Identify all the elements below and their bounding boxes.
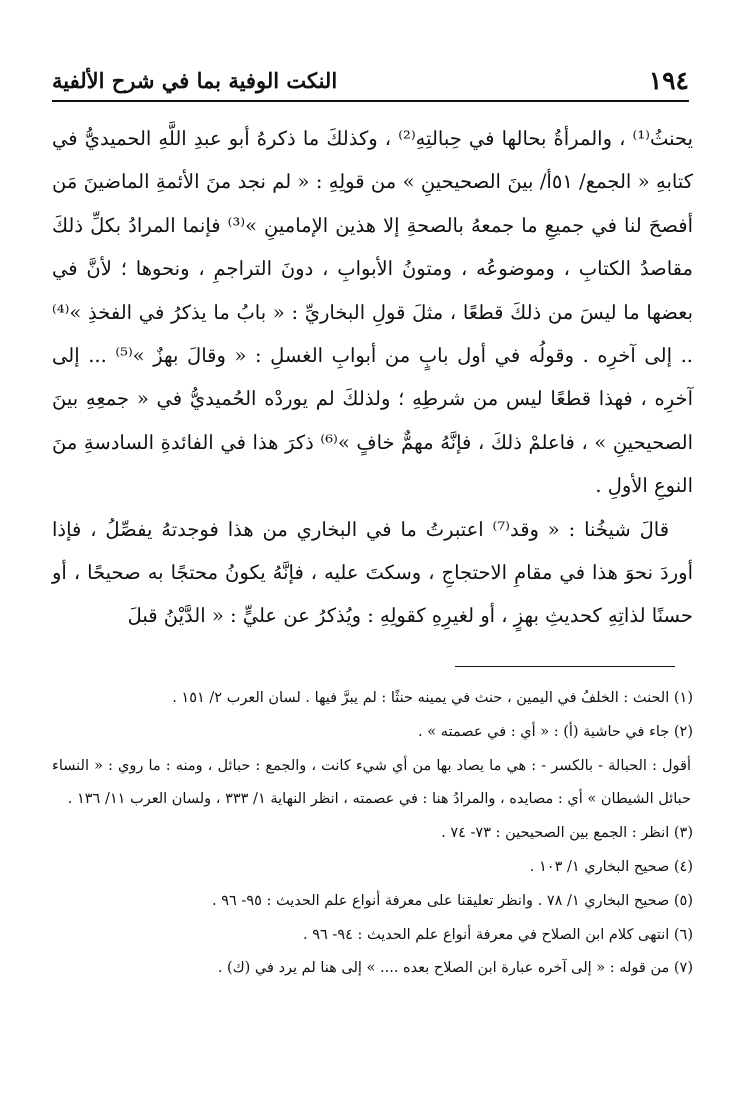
paragraph: قالَ شيخُنا : « وقد⁽⁷⁾ اعتبرتُ ما في البخاري من هذا فوجدتهُ يفصِّلُ ، فإذا أوردَ نحوَ هذا في مقامِ الاحتجاجِ ، وسكتَ عليه ، فإنَّهُ يكونُ محتجًا به صحيحًا ، أو حسنًا لذاتِهِ كحديثِ بهزٍ ، أو لغيرِهِ كقولِهِ : ويُذكرُ عن عليٍّ : « الدَّيْنُ قبلَ [52,517,693,628]
footnote: (٤) صحيح البخاري ١/ ١٠٣ . [529,858,693,875]
footnote: (٣) انظر : الجمع بين الصحيحين : ٧٣- ٧٤ . [441,825,693,842]
footnote: (٢) جاء في حاشية (أ) : « أي : في عصمته » . [418,723,693,740]
footnote: (٧) من قوله : « إلى آخره عبارة ابن الصلاح بعده .... » إلى هنا لم يرد في (ك) . [217,960,693,977]
footnote: (٥) صحيح البخاري ١/ ٧٨ . وانظر تعليقنا على معرفة أنواع علم الحديث : ٩٥- ٩٦ . [212,892,693,909]
paragraph: يحنثُ⁽¹⁾ ، والمرأةُ بحالها في حِبالتِهِ⁽²⁾ ، وكذلكَ ما ذكرهُ أبو عبدِ اللَّهِ الحميديُّ في كتابهِ « الجمع/ ٥١أ/ بينَ الصحيحينِ » من قولِهِ : « لم نجد منَ الأئمةِ الماضينَ مَن أفصحَ لنا في جميعِ ما جمعهُ بالصحةِ إلا هذين الإمامينِ »⁽³⁾ فإنما المرادُ بكلِّ ذلكَ مقاصدُ الكتابِ ، وموضوعُه ، ومتونُ الأبوابِ ، دونَ التراجمِ ، ونحوها ؛ لأنَّ في بعضها ما ليسَ من ذلكَ قطعًا ، مثلَ قولِ البخاريِّ : « بابُ ما يذكرُ في الفخذِ »⁽⁴⁾ .. إلى آخرِه . وقولُه في أول بابٍ من أبوابِ الغسلِ : « وقالَ بهزٌ »⁽⁵⁾ ... إلى آخرِه ، فهذا قطعًا ليس من شرطِهِ ؛ ولذلكَ لم يوردْه الحُميديُّ في « جمعِهِ بينَ الصحيحينِ » ، فاعلمْ ذلكَ ، فإنَّهُ مهمٌّ خافٍ »⁽⁶⁾ ذكرَ هذا في الفائدةِ السادسةِ منَ النوعِ الأولِ . [52,127,694,498]
main-text [52,117,693,638]
page-header [52,56,689,102]
footnote: (١) الحنث : الخلفُ في اليمين ، حنث في يمينه حنثًا : لم يبرَّ فيها . لسان العرب ٢/ ١٥١ . [172,690,693,706]
footnote: (٦) انتهى كلام ابن الصلاح في معرفة أنواع علم الحديث : ٩٤- ٩٦ . [303,926,693,943]
footnotes [52,682,693,986]
footnote-separator [455,666,675,667]
running-title: النكت الوفية بما في شرح الألفية [52,68,338,93]
footnote-continuation: أقول : الحبالة - بالكسر - : هي ما يصاد بها من أي شيء كانت ، والجمع : حبائل ، ومنه : ما روي : « النساء حبائل الشيطان » أي : مصايده ، والمرادُ هنا : في عصمته ، انظر النهاية ١/ ٣٣٣ ، ولسان العرب ١١/ ١٣٦ . [52,757,691,808]
page-number: ١٩٤ [648,66,689,95]
